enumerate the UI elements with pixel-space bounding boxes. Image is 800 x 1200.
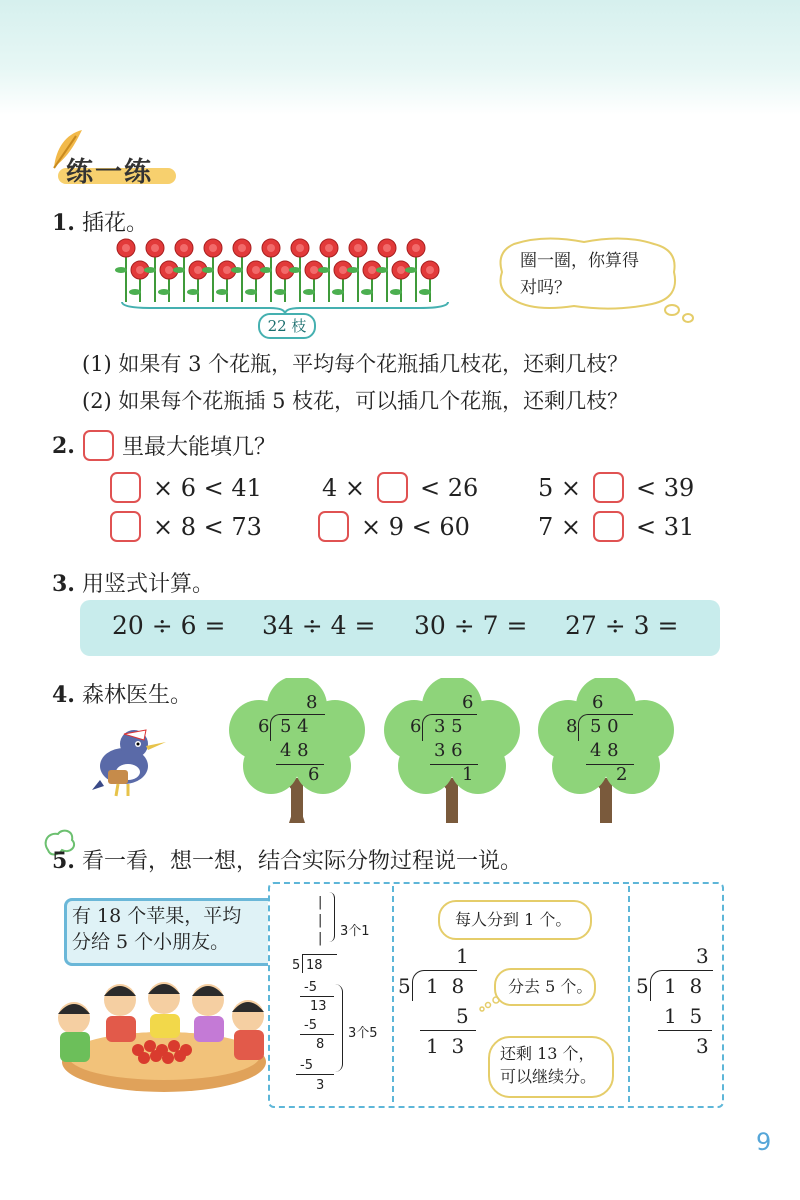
tally-brace	[328, 892, 335, 942]
flower-center	[238, 244, 246, 252]
q3-number: 3.	[52, 571, 75, 597]
flower-leaf	[115, 267, 127, 273]
flower-center	[397, 266, 405, 274]
q1-sub1: (1) 如果有 3 个花瓶，平均每个花瓶插几枝花，还剩几枝？	[82, 352, 629, 376]
calc-item-4: 27 ÷ 3 =	[565, 611, 679, 640]
inequality-text: < 39	[636, 473, 695, 502]
handwritten-step-3: -5	[304, 1018, 317, 1033]
q2-heading	[52, 430, 276, 461]
tree2-dividend: 3 5	[434, 716, 463, 737]
tree3-product: 4 8	[590, 740, 619, 761]
problem-line-1: 有 18 个苹果，平均	[72, 905, 242, 927]
flower-center	[354, 244, 362, 252]
flower-center	[122, 244, 130, 252]
inequality-5	[318, 511, 470, 542]
handwritten-step-6: 3	[316, 1078, 325, 1093]
handwritten-note-1: 3个1	[340, 924, 370, 939]
tree1-remainder: 6	[308, 764, 320, 785]
inequality-text: < 31	[636, 512, 695, 541]
q2-title: 里最大能填几？	[121, 435, 276, 460]
q4-title: 森林医生。	[81, 683, 192, 708]
flower-count-label: 22 枝	[258, 313, 316, 339]
inequality-2	[322, 472, 478, 503]
flower-leaf	[274, 289, 286, 295]
q1-number: 1.	[52, 210, 75, 236]
q3-title: 用竖式计算。	[81, 572, 214, 597]
flower-center	[412, 244, 420, 252]
flower-leaf	[318, 267, 330, 273]
tree3-dividend: 5 0	[590, 716, 619, 737]
q5-title: 看一看，想一想，结合实际分物过程说一说。	[81, 849, 522, 874]
flower-leaf	[419, 289, 431, 295]
thought-bubble-text	[520, 248, 639, 302]
answer-box[interactable]	[318, 511, 349, 542]
answer-box[interactable]	[593, 472, 624, 503]
flower-center	[325, 244, 333, 252]
bubble-dots-icon	[478, 996, 502, 1016]
q1-sub2: (2) 如果每个花瓶插 5 枝花，可以插几个花瓶，还剩几枝？	[82, 389, 629, 413]
handwritten-step-4: 8	[316, 1037, 325, 1052]
flower-leaf	[289, 267, 301, 273]
answer-box[interactable]	[110, 511, 141, 542]
handwritten-divisor: 5	[292, 958, 301, 973]
tree3-divisor: 8	[566, 716, 578, 737]
middle-dividend: 1 8	[426, 974, 465, 998]
flower-center	[136, 266, 144, 274]
flower-leaf	[245, 289, 257, 295]
q3-heading	[52, 567, 214, 598]
handwritten-step-1: -5	[304, 980, 317, 995]
right-product: 1 5	[664, 1004, 703, 1028]
tally-marks: | | |	[318, 895, 323, 946]
tree2-remainder: 1	[462, 764, 474, 785]
flower-center	[383, 244, 391, 252]
flower-leaf	[202, 267, 214, 273]
flower-center	[180, 244, 188, 252]
tree3-quotient: 6	[592, 692, 604, 713]
q2-number: 2.	[52, 432, 75, 459]
flower-center	[281, 266, 289, 274]
handwritten-dividend: 18	[306, 958, 323, 973]
speech-bubble-3-text	[500, 1042, 596, 1088]
right-divisor: 5	[636, 974, 649, 998]
answer-box[interactable]	[377, 472, 408, 503]
flower-leaf	[129, 289, 141, 295]
flower-center	[339, 266, 347, 274]
top-decorative-band	[0, 0, 800, 115]
speech-bubble-1-text: 每人分到 1 个。	[455, 910, 572, 929]
flower-leaf	[332, 289, 344, 295]
flower-center	[151, 244, 159, 252]
tree1-divisor: 6	[258, 716, 270, 737]
flower-leaf	[216, 289, 228, 295]
flower-leaf	[260, 267, 272, 273]
inequality-text: 7 ×	[538, 512, 582, 541]
right-remainder: 3	[696, 1034, 709, 1058]
inequality-1	[110, 472, 262, 503]
right-line	[658, 1030, 712, 1031]
flower-center	[194, 266, 202, 274]
tree1-dividend: 5 4	[280, 716, 309, 737]
answer-box[interactable]	[110, 472, 141, 503]
woodpecker-doctor-illustration	[88, 718, 170, 802]
handwritten-step-2: 13	[310, 999, 327, 1014]
flower-center	[223, 266, 231, 274]
inequality-text: × 8 < 73	[153, 512, 262, 541]
inequality-text: × 6 < 41	[153, 473, 262, 502]
q5-heading	[52, 844, 522, 875]
calc-item-3: 30 ÷ 7 =	[414, 611, 528, 640]
flower-leaf	[405, 267, 417, 273]
flower-center	[165, 266, 173, 274]
middle-divisor: 5	[398, 974, 411, 998]
inequality-text: 5 ×	[538, 473, 582, 502]
tree1-product: 4 8	[280, 740, 309, 761]
bubble-line-1: 圈一圈，你算得	[520, 251, 639, 271]
q1-title: 插花。	[81, 211, 148, 236]
inequality-text: < 26	[420, 473, 479, 502]
panel-divider-1	[392, 886, 394, 1102]
q4-number: 4.	[52, 682, 75, 708]
flower-center	[368, 266, 376, 274]
answer-box[interactable]	[83, 430, 114, 461]
tree1-quotient: 8	[306, 692, 318, 713]
flower-leaf	[390, 289, 402, 295]
middle-product: 5	[456, 1004, 469, 1028]
flower-center	[267, 244, 275, 252]
problem-text	[72, 903, 241, 955]
tree2-quotient: 6	[462, 692, 474, 713]
problem-line-2: 分给 5 个小朋友。	[72, 931, 230, 953]
bubble3-line-1: 还剩 13 个，	[500, 1044, 595, 1063]
speech-bubble-2-text: 分去 5 个。	[508, 977, 593, 996]
tree2-divisor: 6	[410, 716, 422, 737]
calc-item-1: 20 ÷ 6 =	[112, 611, 226, 640]
answer-box[interactable]	[593, 511, 624, 542]
bubble-line-2: 对吗？	[520, 278, 571, 298]
handwritten-brace-2	[334, 984, 343, 1072]
flower-leaf	[231, 267, 243, 273]
tree3-remainder: 2	[616, 764, 628, 785]
inequality-text: × 9 < 60	[361, 512, 470, 541]
flower-leaf	[158, 289, 170, 295]
flower-center	[310, 266, 318, 274]
flower-leaf	[376, 267, 388, 273]
q5-number: 5.	[52, 848, 75, 874]
hand-line-1	[300, 996, 334, 997]
inequality-3	[538, 472, 694, 503]
flower-leaf	[361, 289, 373, 295]
page-number: 9	[756, 1128, 772, 1156]
q4-heading	[52, 678, 192, 709]
inequality-4	[110, 511, 262, 542]
flower-leaf	[303, 289, 315, 295]
middle-remainder: 1 3	[426, 1034, 465, 1058]
flower-center	[296, 244, 304, 252]
inequality-6	[538, 511, 694, 542]
hand-line-2	[300, 1034, 334, 1035]
inequality-text: 4 ×	[322, 473, 366, 502]
handwritten-note-2: 3个5	[348, 1026, 378, 1041]
hand-line-3	[296, 1074, 334, 1075]
tree2-product: 3 6	[434, 740, 463, 761]
flower-leaf	[144, 267, 156, 273]
flower-leaf	[173, 267, 185, 273]
flower-center	[426, 266, 434, 274]
panel-divider-2	[628, 886, 630, 1102]
handwritten-step-5: -5	[300, 1058, 313, 1073]
section-title: 练一练	[66, 157, 153, 188]
bubble3-line-2: 可以继续分。	[500, 1067, 597, 1086]
middle-quotient: 1	[456, 944, 469, 968]
flower-center	[252, 266, 260, 274]
flower-center	[209, 244, 217, 252]
calc-item-2: 34 ÷ 4 =	[262, 611, 376, 640]
flower-leaf	[347, 267, 359, 273]
right-quotient: 3	[696, 944, 709, 968]
middle-line	[420, 1030, 476, 1031]
right-dividend: 1 8	[664, 974, 703, 998]
flower-leaf	[187, 289, 199, 295]
flowers-illustration	[112, 232, 454, 308]
children-apples-illustration	[52, 968, 274, 1100]
